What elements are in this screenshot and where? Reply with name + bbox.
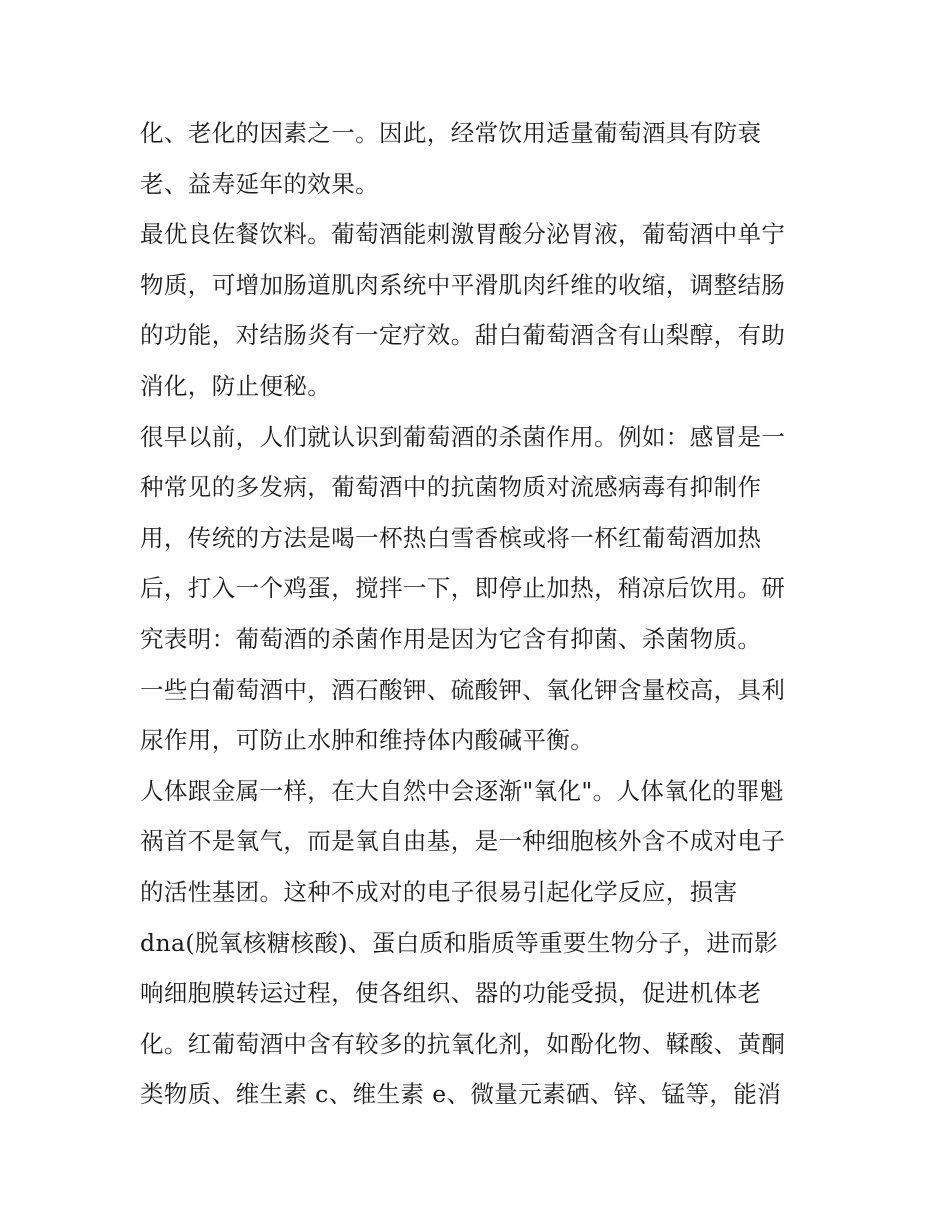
text-line: 化、老化的因素之一。因此，经常饮用适量葡萄酒具有防衰 — [140, 119, 762, 147]
text-line: 化。红葡萄酒中含有较多的抗氧化剂，如酚化物、鞣酸、黄酮 — [140, 1029, 786, 1058]
text-line: 响细胞膜转运过程，使各组织、器的功能受损，促进机体老 — [140, 979, 762, 1008]
text-line: 人体跟金属一样，在大自然中会逐渐"氧化"。人体氧化的罪魁 — [140, 776, 784, 805]
text-line: 种常见的多发病，葡萄酒中的抗菌物质对流感病毒有抑制作 — [140, 473, 762, 502]
text-line: 的活性基团。这种不成对的电子很易引起化学反应，损害 — [140, 877, 738, 906]
text-line: 祸首不是氧气，而是氧自由基，是一种细胞核外含不成对电子 — [140, 827, 786, 856]
document-body — [140, 108, 820, 1120]
text-line: 一些白葡萄酒中，酒石酸钾、硫酸钾、氧化钾含量校高，具利 — [140, 675, 786, 704]
text-line: 尿作用，可防止水肿和维持体内酸碱平衡。 — [140, 726, 595, 755]
text-line: 的功能，对结肠炎有一定疗效。甜白葡萄酒含有山梨醇，有助 — [140, 321, 786, 350]
text-line: 用，传统的方法是喝一杯热白雪香槟或将一杯红葡萄酒加热 — [140, 523, 762, 552]
text-line: 后，打入一个鸡蛋，搅拌一下，即停止加热，稍凉后饮用。研 — [140, 574, 786, 603]
text-line: 最优良佐餐饮料。葡萄酒能刺激胃酸分泌胃液，葡萄酒中单宁 — [140, 220, 786, 249]
text-line: 究表明：葡萄酒的杀菌作用是因为它含有抑菌、杀菌物质。 — [140, 624, 762, 653]
text-line: 消化，防止便秘。 — [140, 371, 332, 400]
text-line: dna(脱氧核糖核酸)、蛋白质和脂质等重要生物分子，进而影 — [140, 928, 779, 957]
text-line: 很早以前，人们就认识到葡萄酒的杀菌作用。例如：感冒是一 — [140, 422, 786, 451]
text-line: 物质，可增加肠道肌肉系统中平滑肌肉纤维的收缩，调整结肠 — [140, 270, 786, 299]
text-line: 老、益寿延年的效果。 — [140, 169, 379, 198]
text-line: 类物质、维生素 c、维生素 e、微量元素硒、锌、锰等，能消 — [140, 1080, 782, 1109]
